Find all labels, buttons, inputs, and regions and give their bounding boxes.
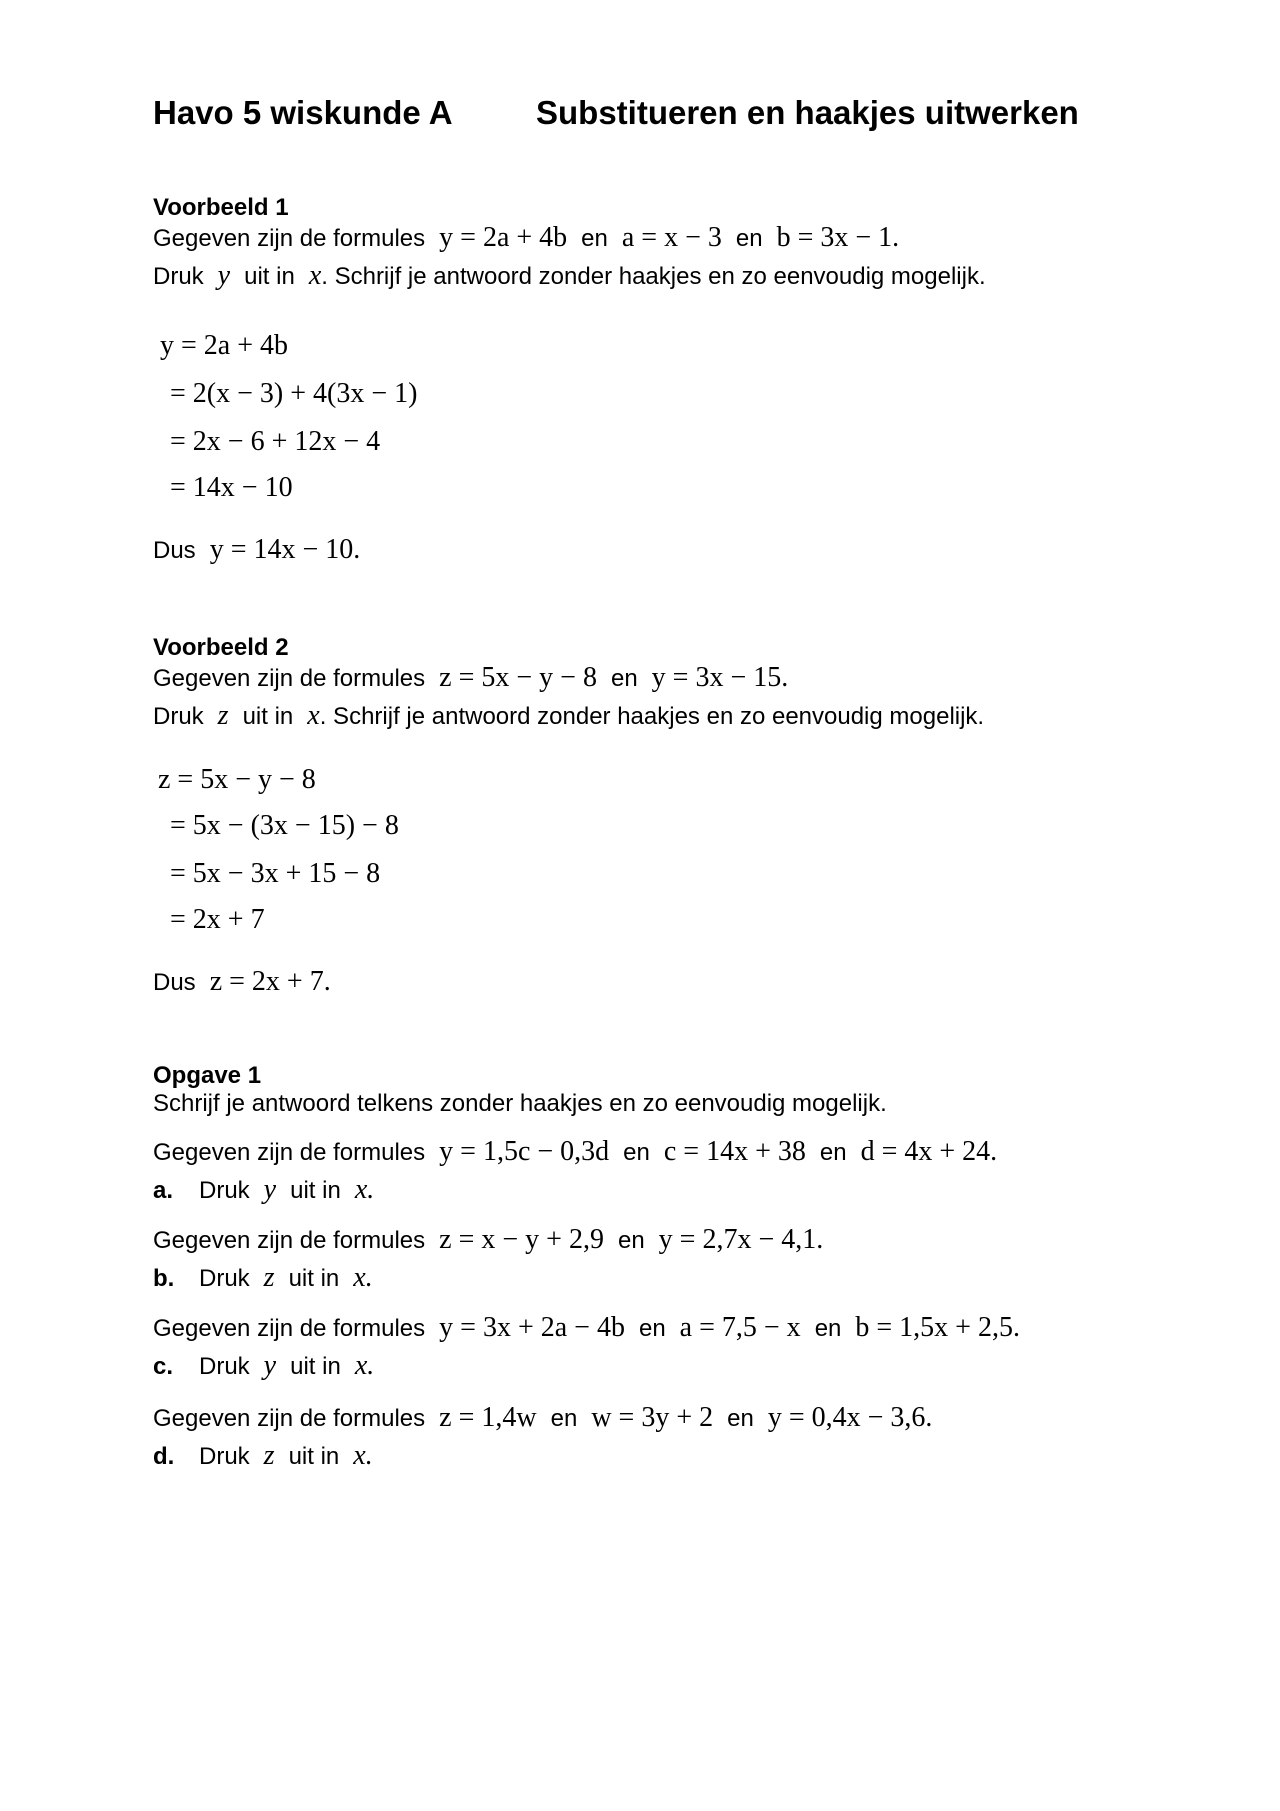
example1-task-uitin: uit in (244, 263, 295, 290)
exercise1b-given-line (153, 1226, 823, 1254)
exercise1d-var: z (263, 1440, 275, 1471)
exercise1a-formula-3: d = 4x + 24. (860, 1136, 998, 1167)
exercise1c-given-line (153, 1314, 1020, 1342)
exercise1d-en-1: en (550, 1405, 578, 1432)
example1-task-x: x (308, 260, 322, 291)
exercise1b-label: b. (153, 1265, 175, 1292)
exercise1b-var: z (263, 1262, 275, 1293)
exercise1c-formula-1: y = 3x + 2a − 4b (439, 1312, 625, 1343)
example2-heading: Voorbeeld 2 (153, 634, 289, 661)
example2-conclusion: z = 2x + 7. (209, 966, 331, 997)
example1-en-1: en (581, 225, 608, 252)
example1-conclusion: y = 14x − 10. (209, 534, 361, 565)
example2-dus: Dus (153, 969, 196, 996)
example1-formula-a: a = x − 3 (621, 222, 722, 253)
worksheet-course-title: Havo 5 wiskunde A (153, 94, 453, 131)
exercise1c-label: c. (153, 1353, 174, 1380)
exercise1c-en-2: en (814, 1315, 842, 1342)
exercise1a-druk: Druk (199, 1177, 250, 1204)
exercise1a-label: a. (153, 1177, 174, 1204)
worksheet-topic-title: Substitueren en haakjes uitwerken (536, 94, 1079, 131)
example2-formula-y: y = 3x − 15. (651, 662, 789, 693)
exercise1c-var: y (263, 1350, 277, 1381)
example2-step-4: = 2x + 7 (170, 904, 265, 935)
example2-given-line (153, 664, 788, 692)
exercise1c-en-1: en (638, 1315, 666, 1342)
example2-task-uitin: uit in (242, 703, 294, 730)
exercise1a-given-line (153, 1138, 997, 1166)
example1-step-3: = 2x − 6 + 12x − 4 (170, 426, 381, 457)
exercise1b-druk: Druk (199, 1265, 250, 1292)
exercise1d-label: d. (153, 1443, 175, 1470)
exercise1d-x: x. (353, 1440, 373, 1471)
example2-step-3: = 5x − 3x + 15 − 8 (170, 858, 381, 889)
example1-task-rest: . Schrijf je antwoord zonder haakjes en zo eenvoudig mogelijk. (321, 263, 986, 290)
exercise1a-formula-2: c = 14x + 38 (663, 1136, 806, 1167)
exercise1-heading: Opgave 1 (153, 1062, 262, 1089)
example2-task-druk: Druk (153, 703, 204, 730)
exercise1c-x: x. (354, 1350, 375, 1381)
example1-given-line (153, 224, 899, 252)
exercise1b-en-1: en (617, 1227, 645, 1254)
example1-step-1: y = 2a + 4b (160, 330, 289, 361)
example1-task-line (153, 262, 986, 290)
exercise1a-task-line (153, 1176, 374, 1204)
exercise1d-given-prefix: Gegeven zijn de formules (153, 1405, 426, 1432)
example2-en: en (610, 665, 638, 692)
example1-task-var: y (217, 260, 231, 291)
exercise1c-formula-2: a = 7,5 − x (679, 1312, 801, 1343)
example2-task-x: x (307, 700, 320, 731)
exercise1c-druk: Druk (199, 1353, 250, 1380)
example2-step-2: = 5x − (3x − 15) − 8 (170, 810, 399, 841)
example2-formula-z: z = 5x − y − 8 (439, 662, 597, 693)
exercise1a-en-1: en (623, 1139, 650, 1166)
example1-dus: Dus (153, 537, 196, 564)
exercise1d-en-2: en (727, 1405, 754, 1432)
exercise1d-formula-3: y = 0,4x − 3,6. (767, 1402, 933, 1433)
example1-conclusion-line (153, 536, 360, 564)
exercise1a-given-prefix: Gegeven zijn de formules (153, 1139, 426, 1166)
exercise1b-formula-2: y = 2,7x − 4,1. (658, 1224, 824, 1255)
example1-formula-y: y = 2a + 4b (439, 222, 568, 253)
exercise1a-var: y (263, 1174, 277, 1205)
example1-en-2: en (735, 225, 763, 252)
exercise1d-formula-2: w = 3y + 2 (591, 1402, 714, 1433)
exercise1d-given-line (153, 1404, 932, 1432)
exercise1d-task-line (153, 1442, 373, 1470)
exercise1a-en-2: en (819, 1139, 847, 1166)
exercise1c-task-line (153, 1352, 374, 1380)
exercise1b-formula-1: z = x − y + 2,9 (439, 1224, 604, 1255)
example2-task-line (153, 702, 984, 730)
exercise1a-x: x. (354, 1174, 375, 1205)
exercise1d-uitin: uit in (288, 1443, 340, 1470)
exercise1d-druk: Druk (199, 1443, 250, 1470)
exercise1-intro: Schrijf je antwoord telkens zonder haakjes en zo eenvoudig mogelijk. (153, 1090, 887, 1117)
example2-conclusion-line (153, 968, 331, 996)
exercise1b-x: x. (353, 1262, 373, 1293)
exercise1c-uitin: uit in (290, 1353, 341, 1380)
exercise1d-formula-1: z = 1,4w (439, 1402, 537, 1433)
exercise1a-uitin: uit in (290, 1177, 341, 1204)
example1-heading: Voorbeeld 1 (153, 194, 289, 221)
exercise1a-formula-1: y = 1,5c − 0,3d (439, 1136, 610, 1167)
example1-formula-b: b = 3x − 1. (776, 222, 900, 253)
example2-task-rest: . Schrijf je antwoord zonder haakjes en zo eenvoudig mogelijk. (319, 703, 985, 730)
exercise1c-given-prefix: Gegeven zijn de formules (153, 1315, 426, 1342)
exercise1b-given-prefix: Gegeven zijn de formules (153, 1227, 426, 1254)
exercise1c-formula-3: b = 1,5x + 2,5. (855, 1312, 1020, 1343)
exercise1b-task-line (153, 1264, 373, 1292)
exercise1b-uitin: uit in (288, 1265, 340, 1292)
example2-given-prefix: Gegeven zijn de formules (153, 665, 426, 692)
example1-given-prefix: Gegeven zijn de formules (153, 225, 426, 252)
example1-task-druk: Druk (153, 263, 204, 290)
example2-step-1: z = 5x − y − 8 (158, 764, 316, 795)
example1-step-4: = 14x − 10 (170, 472, 293, 503)
example1-step-2: = 2(x − 3) + 4(3x − 1) (170, 378, 418, 409)
example2-task-var: z (217, 700, 229, 731)
